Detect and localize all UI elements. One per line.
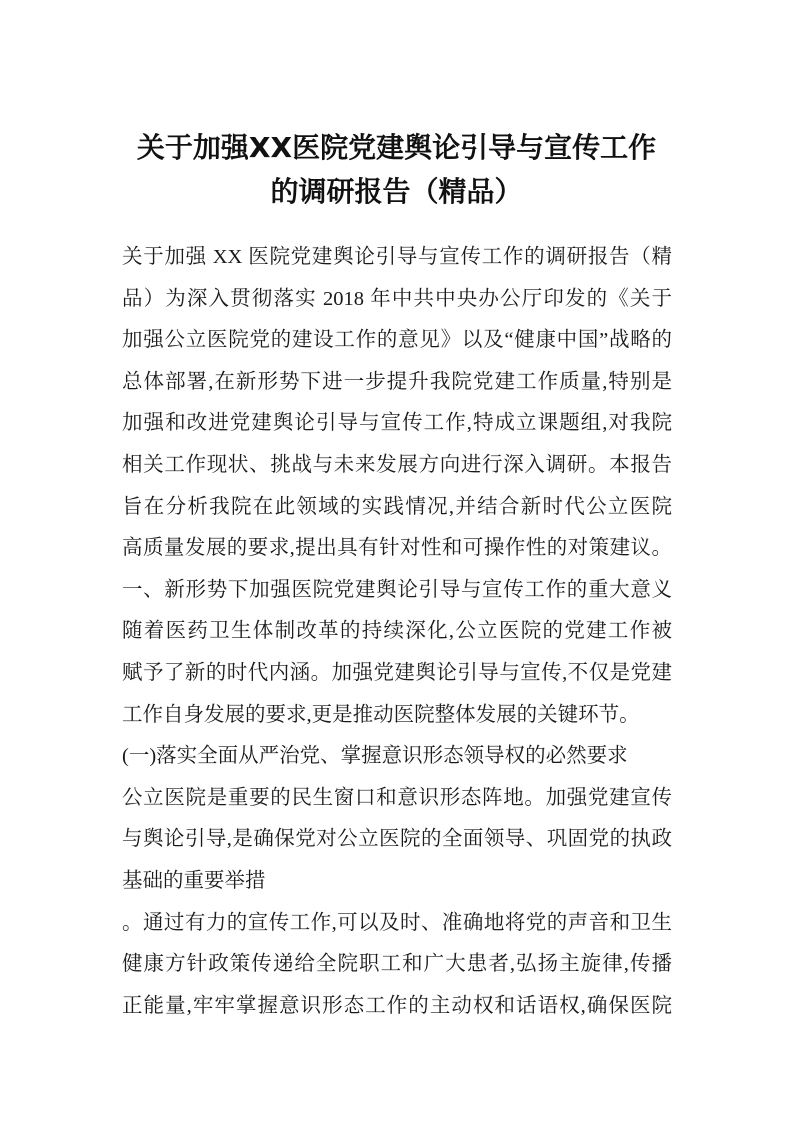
body-line: 工作自身发展的要求,更是推动医院整体发展的关键环节。 [122, 703, 640, 726]
body-line: 赋予了新的时代内涵。加强党建舆论引导与宣传,不仅是党建 [122, 661, 672, 684]
section-heading: 一、新形势下加强医院党建舆论引导与宣传工作的重大意义 [122, 578, 672, 601]
body-line: 总体部署,在新形势下进一步提升我院党建工作质量,特别是 [122, 370, 672, 393]
body-line: 与舆论引导,是确保党对公立医院的全面领导、巩固党的执政 [122, 828, 672, 851]
body-line: 基础的重要举措 [122, 869, 266, 892]
body-line: 随着医药卫生体制改革的持续深化,公立医院的党建工作被 [122, 620, 672, 643]
body-line: 正能量,牢牢掌握意识形态工作的主动权和话语权,确保医院 [122, 994, 672, 1017]
body-line: 。通过有力的宣传工作,可以及时、准确地将党的声音和卫生 [122, 911, 672, 934]
title-line-2: 的调研报告（精品） [270, 175, 523, 208]
body-line: 加强和改进党建舆论引导与宣传工作,特成立课题组,对我院 [122, 412, 672, 435]
body-line: 品）为深入贯彻落实 2018 年中共中央办公厅印发的《关于 [122, 287, 672, 310]
title-line-1: 关于加强XX医院党建舆论引导与宣传工作 [136, 131, 657, 164]
body-line: 旨在分析我院在此领域的实践情况,并结合新时代公立医院 [122, 495, 672, 518]
body-line: 相关工作现状、挑战与未来发展方向进行深入调研。本报告 [122, 453, 672, 476]
body-line: 高质量发展的要求,提出具有针对性和可操作性的对策建议。 [122, 537, 672, 560]
document-title [100, 126, 693, 214]
body-line: 公立医院是重要的民生窗口和意识形态阵地。加强党建宣传 [122, 786, 672, 809]
body-line: 加强公立医院党的建设工作的意见》以及“健康中国”战略的 [122, 329, 672, 352]
subsection-heading: (一)落实全面从严治党、掌握意识形态领导权的必然要求 [122, 745, 628, 768]
body-line: 健康方针政策传递给全院职工和广大患者,弘扬主旋律,传播 [122, 953, 672, 976]
document-body [122, 237, 672, 1027]
body-line: 关于加强 XX 医院党建舆论引导与宣传工作的调研报告（精 [122, 246, 672, 268]
